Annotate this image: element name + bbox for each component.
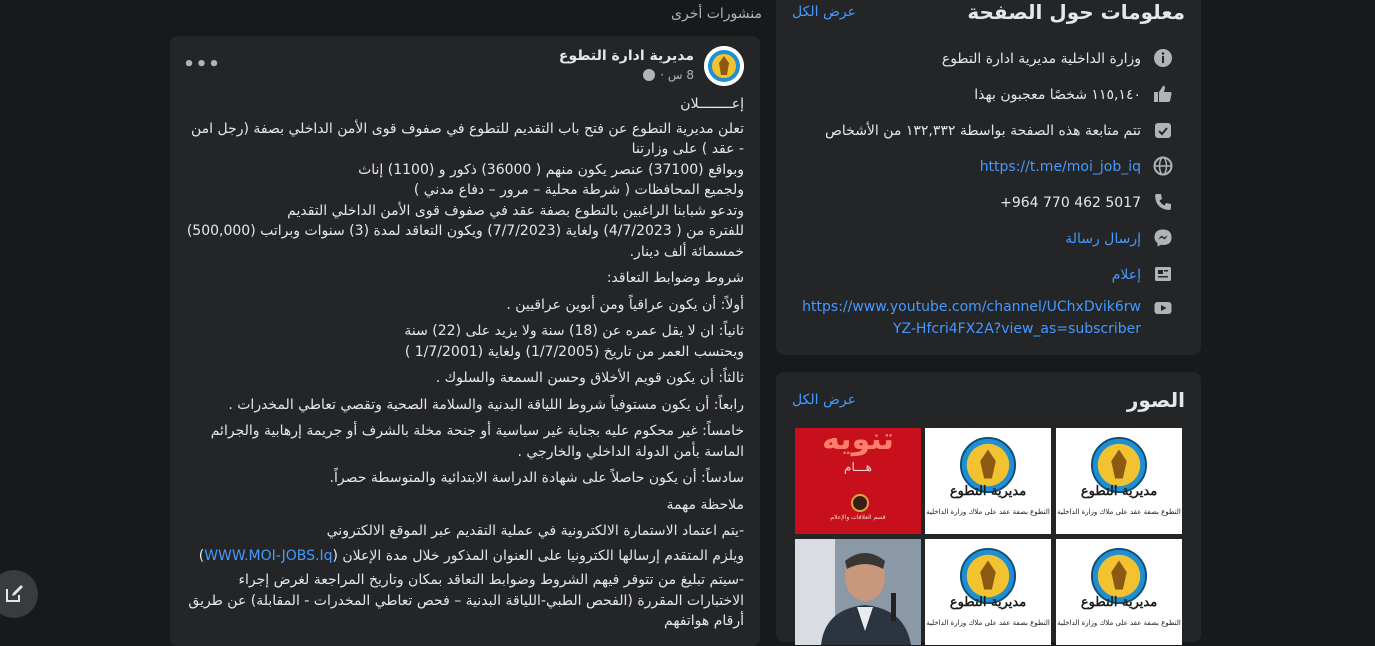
photo-caption: التطوع بصفة عقد على ملاك وزارة الداخلية — [926, 508, 1050, 516]
avatar[interactable] — [704, 46, 744, 86]
note-item: -سيتم تبليغ من تتوفر فيهم الشروط وضوابط التعاقد بمكان وتاريخ المراجعة لغرض إجراء الاختبارات المقررة (الفحص الطبي-اللياقة البدنية – فحص تعاطي المخدرات - المقابلة) عن طريق أرقام هواتفهم — [188, 572, 744, 629]
section-label-other-posts: منشورات أخرى — [671, 6, 762, 22]
post-heading: إعــــــــلان — [680, 96, 744, 112]
globe-icon — [1153, 156, 1173, 176]
messenger-icon — [1153, 228, 1173, 248]
globe-icon — [643, 69, 655, 81]
note-text: ويلزم المتقدم إرسالها الكترونيا على العنوان المذكور خلال مدة الإعلان ( — [332, 547, 744, 564]
conditions-title: شروط وضوابط التعاقد: — [606, 270, 744, 286]
photo-title: مديرية التطوع — [949, 484, 1027, 499]
photo-title: مديرية التطوع — [1080, 595, 1158, 610]
notice-footer: قسم العلاقات والإعلام — [830, 514, 886, 521]
info-row-message — [792, 228, 1173, 250]
edit-icon — [3, 583, 25, 605]
post-author-name[interactable]: مديرية ادارة التطوع — [558, 48, 694, 64]
photos-header — [792, 388, 1185, 418]
condition-item: رابعاً: أن يكون مستوفياً شروط اللياقة البدنية والسلامة الصحية وتقصي تعاطي المخدرات . — [228, 396, 744, 413]
photo-title: مديرية التطوع — [949, 595, 1027, 610]
post-options-button[interactable]: ••• — [183, 53, 221, 75]
about-card — [776, 0, 1201, 355]
page-logo-icon — [704, 46, 744, 86]
likes-text: ١١٥,١٤٠ شخصًا معجبون بهذا — [974, 87, 1141, 103]
info-row-ad — [792, 264, 1173, 286]
condition-item: خامساً: غير محكوم عليه بجناية غير سياسية أو جنحة مخلة بالشرف أو جريمة إرهابية والجرائم الماسة بأمن الدولة الداخلي والخارجي . — [210, 423, 744, 460]
newspaper-icon — [1153, 264, 1173, 284]
post-paragraph: تعلن مديرية التطوع عن فتح باب التقديم للتطوع في صفوف قوى الأمن الداخلي بصفة (رجل امن - عقد ) على وزارتنا وبواقع (37100) عنصر يكون منهم ( 36000) ذكور و (1100) إناث ولجميع المحافظات ( شرطة محلية – مرور – دفاع مدني ) وتدعو شبابنا الراغبين بالتطوع بصفة عقد في صفوف قوى الأمن الداخلي التقديم للفترة من ( 4/7/2023) ولغاية (7/7/2023) ويكون التعاقد لمدة (3) سنوات وبراتب (500,000) خمسمائة ألف دينار. — [186, 120, 744, 260]
about-see-all-link[interactable]: عرض الكل — [792, 4, 856, 20]
info-row-likes — [792, 84, 1173, 106]
post-timestamp[interactable] — [643, 68, 694, 82]
condition-item: أولاً: أن يكون عراقياً ومن أبوين عراقيين . — [506, 296, 744, 313]
new-message-button[interactable] — [0, 570, 38, 618]
photos-see-all-link[interactable]: عرض الكل — [792, 392, 856, 408]
about-header — [792, 0, 1185, 30]
ad-link[interactable]: إعلام — [1111, 267, 1141, 283]
condition-item: ثانياً: ان لا يقل عمره عن (18) سنة ولا يزيد على (22) سنة ويحتسب العمر من تاريخ (1/7/2005) ولغاية (1/7/2001 ) — [404, 323, 744, 360]
phone-icon — [1153, 192, 1173, 212]
photo-thumbnail[interactable] — [925, 539, 1051, 645]
follow-check-icon — [1153, 120, 1173, 140]
photo-thumbnail-notice[interactable] — [795, 428, 921, 534]
photo-caption: التطوع بصفة عقد على ملاك وزارة الداخلية — [1057, 619, 1181, 627]
note-title: ملاحظة مهمة — [666, 496, 744, 513]
post-time-text: 8 س · — [660, 68, 694, 82]
note-item-with-link — [186, 546, 744, 567]
send-message-link[interactable]: إرسال رسالة — [1065, 231, 1141, 247]
info-row-followers — [792, 120, 1173, 142]
notice-subheading: هـــام — [844, 460, 872, 474]
photo-thumbnail[interactable] — [1056, 428, 1182, 534]
followers-text: تتم متابعة هذه الصفحة بواسطة ١٣٢,٣٣٢ من الأشخاص — [824, 123, 1141, 139]
youtube-link[interactable]: https://www.youtube.com/channel/UChxDvik6rwYZ-Hfcri4FX2A?view_as=subscriber — [802, 299, 1141, 337]
info-icon — [1153, 48, 1173, 68]
photos-title: الصور — [1126, 388, 1185, 412]
phone-text: +964 770 462 5017 — [1000, 195, 1141, 211]
condition-item: سادساً: أن يكون حاصلاً على شهادة الدراسة الابتدائية والمتوسطة حصراً. — [329, 470, 744, 486]
info-row-category — [792, 48, 1173, 70]
moi-jobs-link[interactable]: WWW.MOI-JOBS.Iq — [204, 547, 333, 564]
photo-caption: التطوع بصفة عقد على ملاك وزارة الداخلية — [926, 619, 1050, 627]
photo-thumbnail[interactable] — [1056, 539, 1182, 645]
info-row-telegram — [792, 156, 1173, 178]
photos-card — [776, 372, 1201, 642]
photo-title: مديرية التطوع — [1080, 484, 1158, 499]
photo-thumbnail-person[interactable] — [795, 539, 921, 645]
telegram-link[interactable]: https://t.me/moi_job_iq — [979, 159, 1141, 175]
note-item: -يتم اعتماد الاستمارة الالكترونية في عملية التقديم عبر الموقع الالكتروني — [326, 523, 744, 539]
notice-logo-icon — [851, 494, 869, 512]
photo-thumbnail[interactable] — [925, 428, 1051, 534]
info-row-phone — [792, 192, 1173, 214]
post-card — [170, 36, 760, 646]
category-text: وزارة الداخلية مديرية ادارة التطوع — [941, 51, 1141, 67]
youtube-icon — [1153, 298, 1173, 318]
about-title: معلومات حول الصفحة — [967, 0, 1185, 24]
post-body — [186, 94, 744, 636]
notice-heading: تنويه — [822, 428, 894, 457]
condition-item: ثالثاً: أن يكون قويم الأخلاق وحسن السمعة والسلوك . — [435, 370, 744, 386]
note-text-end: ) — [198, 547, 205, 564]
photo-caption: التطوع بصفة عقد على ملاك وزارة الداخلية — [1057, 508, 1181, 516]
thumbs-up-icon — [1153, 84, 1173, 104]
person-photo-icon — [795, 539, 921, 645]
info-row-youtube — [792, 296, 1173, 340]
